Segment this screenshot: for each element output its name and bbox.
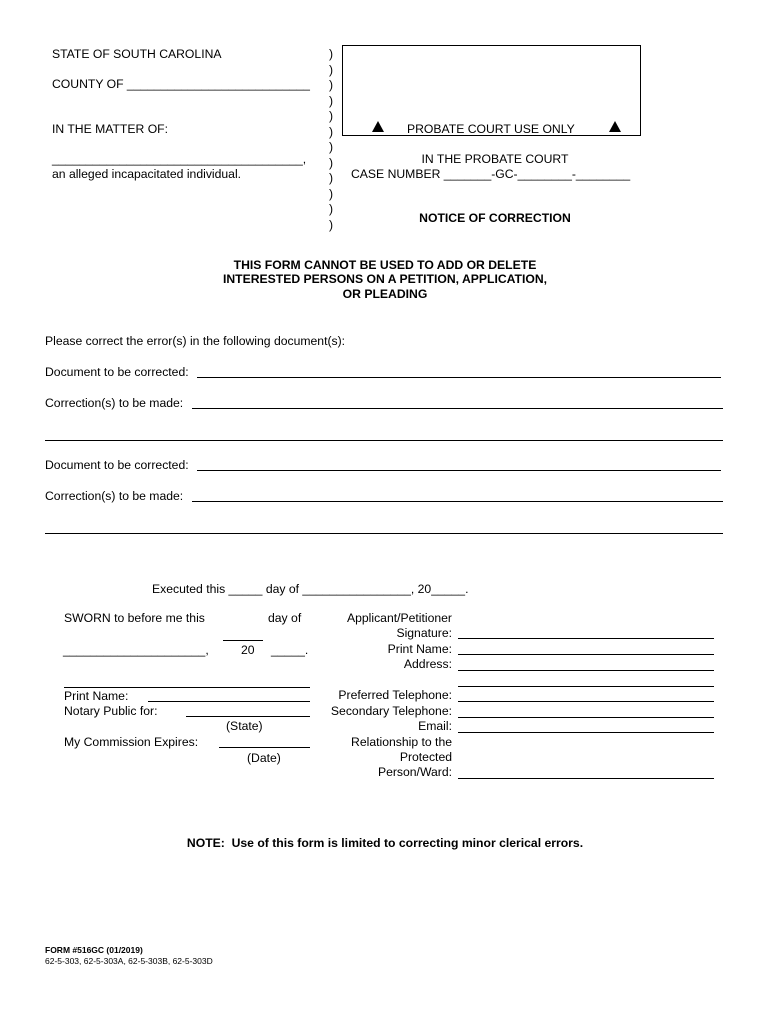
document-field-1[interactable] — [197, 377, 721, 378]
arrow-up-icon — [372, 121, 384, 132]
applicant-label: Applicant/Petitioner — [346, 611, 452, 625]
warning-line-1: THIS FORM CANNOT BE USED TO ADD OR DELETE — [233, 258, 537, 272]
email-field[interactable] — [458, 732, 714, 733]
sworn-month-field[interactable]: _____________________, — [63, 643, 209, 657]
form-number: FORM #516GC (01/2019) — [45, 945, 143, 955]
day-of-label: day of — [268, 611, 302, 625]
relationship-label-1: Relationship to the — [351, 735, 452, 749]
court-use-label: PROBATE COURT USE ONLY — [407, 122, 575, 136]
relationship-label-3: Person/Ward: — [377, 765, 452, 779]
notary-signature-field[interactable] — [64, 687, 310, 688]
statute-codes: 62-5-303, 62-5-303A, 62-5-303B, 62-5-303D — [45, 956, 213, 966]
matter-label: IN THE MATTER OF: — [52, 122, 169, 136]
warning-line-3: OR PLEADING — [342, 287, 428, 301]
correction-field-2b[interactable] — [45, 533, 723, 534]
preferred-telephone-label: Preferred Telephone: — [338, 688, 452, 702]
address-field-2[interactable] — [458, 686, 714, 687]
correction-label-2: Correction(s) to be made: — [45, 489, 184, 503]
signature-label: Signature: — [396, 626, 452, 640]
document-field-2[interactable] — [197, 470, 721, 471]
relationship-label-2: Protected — [399, 750, 452, 764]
executed-line[interactable]: Executed this _____ day of ________________, 20_____. — [152, 582, 469, 596]
print-name-label: Print Name: — [387, 642, 452, 656]
notary-for-label: Notary Public for: — [64, 704, 158, 718]
name-field[interactable]: _____________________________________, — [52, 152, 307, 166]
sworn-year-field[interactable]: _____. — [271, 643, 309, 657]
correction-label-1: Correction(s) to be made: — [45, 396, 184, 410]
document-label-2: Document to be corrected: — [45, 458, 189, 472]
secondary-telephone-field[interactable] — [458, 717, 714, 718]
relationship-field[interactable] — [458, 778, 714, 779]
in-court-label: IN THE PROBATE COURT — [421, 152, 569, 166]
date-caption: (Date) — [247, 751, 281, 765]
sworn-day-field[interactable] — [223, 640, 263, 641]
commission-label: My Commission Expires: — [64, 735, 199, 749]
twenty-label: 20 — [241, 643, 255, 657]
warning-line-2: INTERESTED PERSONS ON A PETITION, APPLICATION, — [222, 272, 548, 286]
notary-print-name-label: Print Name: — [64, 689, 129, 703]
arrow-up-icon — [609, 121, 621, 132]
form-title: NOTICE OF CORRECTION — [419, 211, 571, 225]
document-label-1: Document to be corrected: — [45, 365, 189, 379]
secondary-telephone-label: Secondary Telephone: — [330, 704, 452, 718]
correction-field-2[interactable] — [192, 501, 723, 502]
address-label: Address: — [403, 657, 452, 671]
sworn-label: SWORN to before me this — [64, 611, 205, 625]
caption-parens: ) ) ) ) ) ) ) ) ) ) ) ) — [329, 47, 334, 232]
address-field[interactable] — [458, 670, 714, 671]
county-field[interactable]: COUNTY OF ___________________________ — [52, 77, 310, 91]
correction-field-1[interactable] — [192, 408, 723, 409]
preferred-telephone-field[interactable] — [458, 701, 714, 702]
signature-field[interactable] — [458, 638, 714, 639]
intro-text: Please correct the error(s) in the following document(s): — [45, 334, 346, 348]
print-name-field[interactable] — [458, 654, 714, 655]
email-label: Email: — [418, 719, 452, 733]
state-caption: (State) — [226, 719, 263, 733]
alleged-label: an alleged incapacitated individual. — [52, 167, 242, 181]
note-text: NOTE: Use of this form is limited to correcting minor clerical errors. — [186, 836, 584, 850]
case-number-field[interactable]: CASE NUMBER _______-GC-________-________ — [351, 167, 631, 181]
correction-field-1b[interactable] — [45, 440, 723, 441]
state-label: STATE OF SOUTH CAROLINA — [52, 47, 222, 61]
